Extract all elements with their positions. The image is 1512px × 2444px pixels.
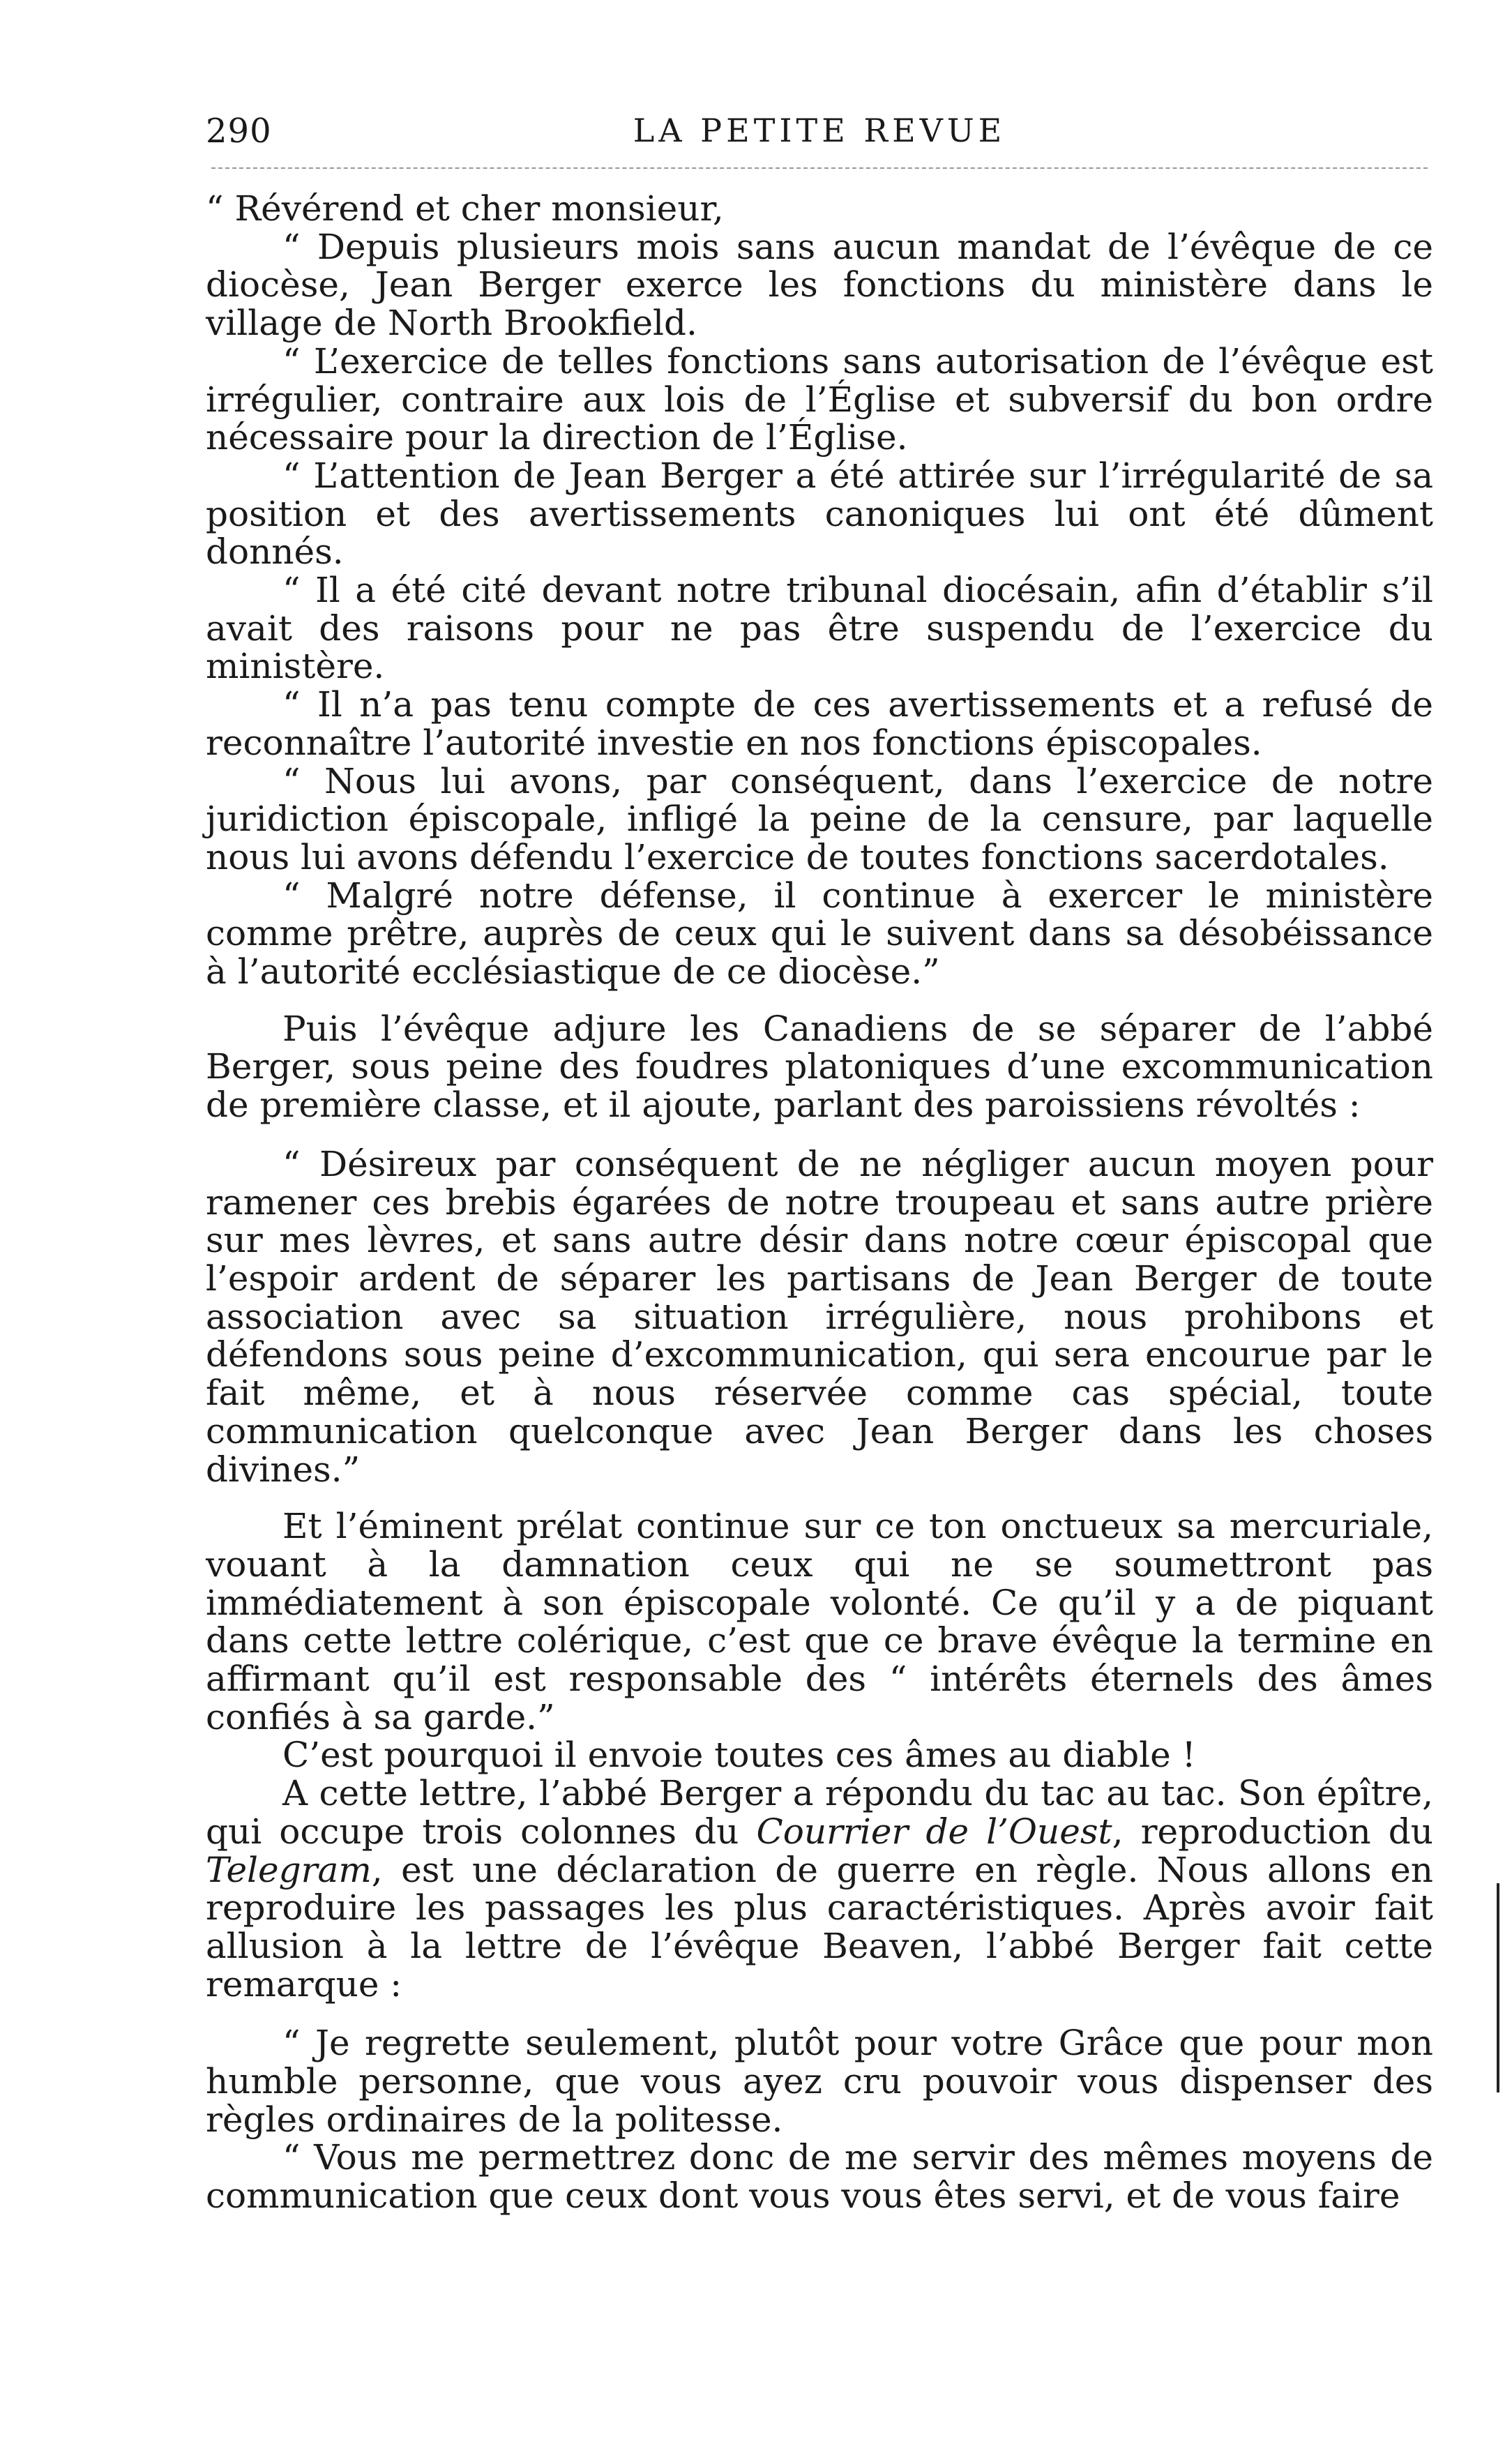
page-body [206, 190, 1433, 2215]
page-header [206, 105, 1433, 167]
text-run: A cette lettre, l’abbé Berger a répondu du tac au tac. Son épître, qui occupe trois colonnes du [206, 1773, 1433, 1852]
quoted-paragraph: “ L’exercice de telles fonctions sans autorisation de l’évêque est irrégulier, contraire aux lois de l’Église et subversif du bon ordre nécessaire pour la direction de l’Église. [206, 340, 1433, 458]
quoted-paragraph: “ Il a été cité devant notre tribunal diocésain, afin d’établir s’il avait des raisons pour ne pas être suspendu de l’exercice du ministère. [206, 570, 1433, 687]
quoted-paragraph: “ Il n’a pas tenu compte de ces avertissements et a refusé de reconnaître l’autorité investie en nos fonctions épiscopales. [206, 684, 1433, 763]
quoted-paragraph: “ Désireux par conséquent de ne négliger aucun moyen pour ramener ces brebis égarées de notre troupeau et sans autre prière sur mes lèvres, et sans autre désir dans notre cœur épiscopal que l’espoir ardent de séparer les partisans de Jean Berger de toute association avec sa situation irrégulière, nous prohibons et défendons sous peine d’excommunication, qui sera encourue par le fait même, et à nous réservée comme cas spécial, toute communication quelconque avec Jean Berger dans les choses divines.” [206, 1143, 1433, 1490]
narrative-paragraph: C’est pourquoi il envoie toutes ces âmes au diable ! [282, 1735, 1196, 1776]
text-run: , est une déclaration de guerre en règle. Nous allons en reproduire les passages les plus caractéristiques. Après avoir fait allusion à la lettre de l’évêque Beaven, l’abbé Berger fait cette remarque : [206, 1849, 1433, 2005]
quoted-paragraph: “ Depuis plusieurs mois sans aucun mandat de l’évêque de ce diocèse, Jean Berger exerce les fonctions du ministère dans le village de North Brookfield. [206, 226, 1433, 344]
narrative-paragraph [206, 1774, 1433, 2003]
running-title: LA PETITE REVUE [633, 112, 1006, 149]
narrative-paragraph: Et l’éminent prélat continue sur ce ton onctueux sa mercuriale, vouant à la damnation ceux qui ne se soumettront pas immédiatement à son épiscopale volonté. Ce qu’il y a de piquant dans cette lettre colérique, c’est que ce brave évêque la termine en affirmant qu’il est responsable des “ intérêts éternels des âmes confiés à sa garde.” [206, 1506, 1433, 1737]
text-run: , reproduction du [1112, 1811, 1434, 1852]
newspaper-title: Telegram [206, 1849, 372, 1890]
header-rule [211, 167, 1428, 169]
quoted-paragraph: “ L’attention de Jean Berger a été attirée sur l’irrégularité de sa position et des avertissements canoniques lui ont été dûment donnés. [206, 455, 1433, 573]
book-page [206, 105, 1433, 2215]
quoted-paragraph: “ Malgré notre défense, il continue à exercer le ministère comme prêtre, auprès de ceux qui le suivent dans sa désobéissance à l’autorité ecclésiastique de ce diocèse.” [206, 875, 1433, 993]
narrative-paragraph: Puis l’évêque adjure les Canadiens de se séparer de l’abbé Berger, sous peine des foudres platoniques d’une excommunication de première classe, et il ajoute, parlant des paroissiens révoltés : [206, 1008, 1433, 1126]
quoted-paragraph: “ Nous lui avons, par conséquent, dans l’exercice de notre juridiction épiscopale, infligé la peine de la censure, par laquelle nous lui avons défendu l’exercice de toutes fonctions sacerdotales. [206, 760, 1433, 877]
page-edge-mark [1497, 1883, 1499, 2092]
page-number: 290 [206, 112, 272, 151]
quoted-paragraph: “ Vous me permettrez donc de me servir des mêmes moyens de communication que ceux dont vous vous êtes servi, et de vous faire [206, 2137, 1433, 2217]
newspaper-title: Courrier de l’Ouest [756, 1811, 1112, 1852]
letter-salutation: “ Révérend et cher monsieur, [206, 188, 724, 229]
quoted-paragraph: “ Je regrette seulement, plutôt pour votre Grâce que pour mon humble personne, que vous ayez cru pouvoir vous dispenser des règles ordinaires de la politesse. [206, 2023, 1433, 2140]
